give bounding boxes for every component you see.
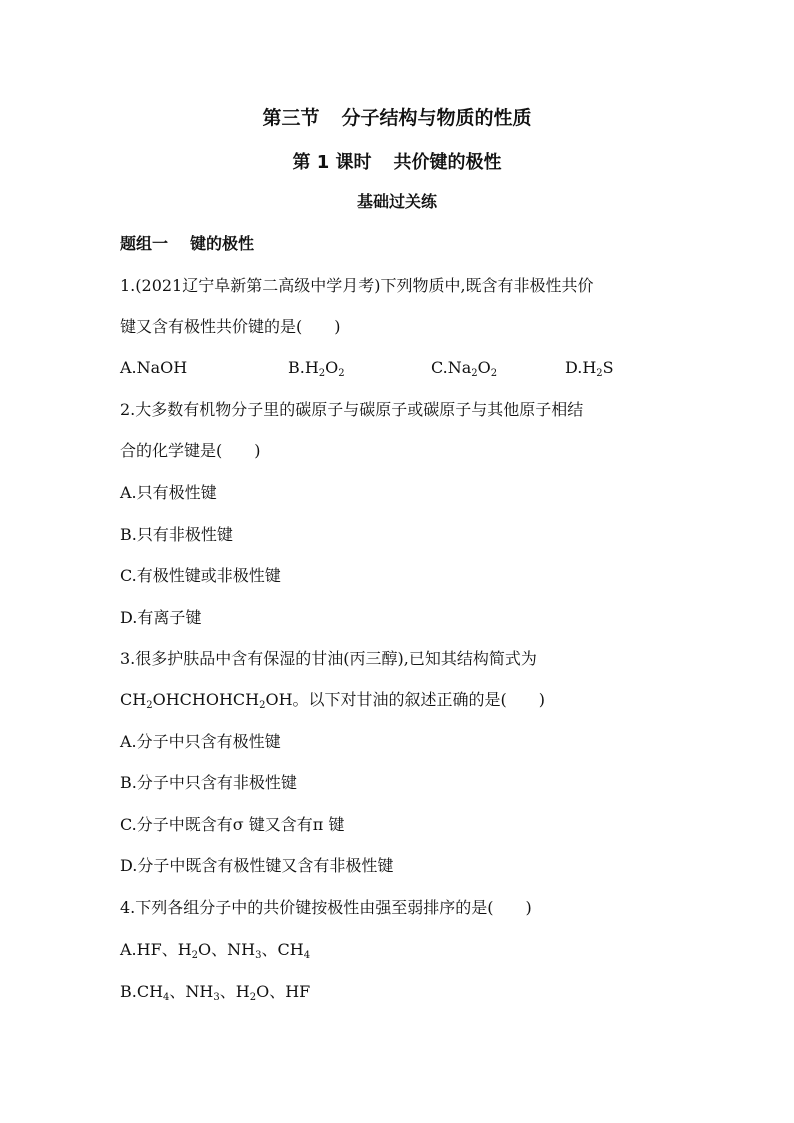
question-1-line-2: 键又含有极性共价键的是( ): [120, 317, 341, 336]
question-2-line-2: 合的化学键是( ): [120, 441, 261, 460]
section-title: 分子结构与物质的性质: [341, 107, 532, 129]
q3-option-a: A.分子中只含有极性键: [120, 732, 281, 751]
q1-option-a: A.NaOH: [120, 358, 188, 377]
q2-option-b: B.只有非极性键: [120, 525, 233, 544]
q3-option-c: C.分子中既含有σ 键又含有π 键: [120, 815, 345, 834]
question-3-line-1: 3.很多护肤品中含有保湿的甘油(丙三醇),已知其结构简式为: [120, 649, 537, 668]
q4-option-b: $B.CH_4$、$NH_3$、$H_2O$、HF: [120, 982, 311, 1003]
lesson-title: 共价键的极性: [393, 152, 502, 173]
question-2-line-1: 2.大多数有机物分子里的碳原子与碳原子或碳原子与其他原子相结: [120, 400, 584, 419]
question-4-line-1: 4.下列各组分子中的共价键按极性由强至弱排序的是( ): [120, 898, 532, 917]
q2-option-a: A.只有极性键: [120, 483, 217, 502]
q2-option-d: D.有离子键: [120, 608, 202, 627]
q4-option-a: A.HF、$H_2O$、$NH_3$、$CH_4$: [120, 940, 311, 961]
lesson-number: 第 1 课时: [292, 152, 372, 173]
q1-option-b: $B.H_2O_2$: [288, 358, 345, 379]
practice-heading: 基础过关练: [356, 192, 437, 211]
q3-option-b: B.分子中只含有非极性键: [120, 773, 297, 792]
lesson-heading: [0, 148, 794, 174]
question-group-heading: [120, 233, 254, 255]
group-title: 键的极性: [190, 234, 255, 253]
q2-option-c: C.有极性键或非极性键: [120, 566, 281, 585]
q1-option-c: $C.Na_2O_2$: [431, 358, 498, 379]
q3-option-d: D.分子中既含有极性键又含有非极性键: [120, 856, 394, 875]
section-number: 第三节: [262, 107, 320, 129]
chapter-heading: [0, 103, 794, 130]
question-1-line-1: 1.(2021辽宁阜新第二高级中学月考)下列物质中,既含有非极性共价: [120, 276, 594, 295]
question-3-line-2: $CH_2OHCHOHCH_2OH$。以下对甘油的叙述正确的是( ): [120, 690, 546, 711]
group-label: 题组一: [120, 234, 169, 253]
q1-option-d: $D.H_2S$: [565, 358, 614, 379]
